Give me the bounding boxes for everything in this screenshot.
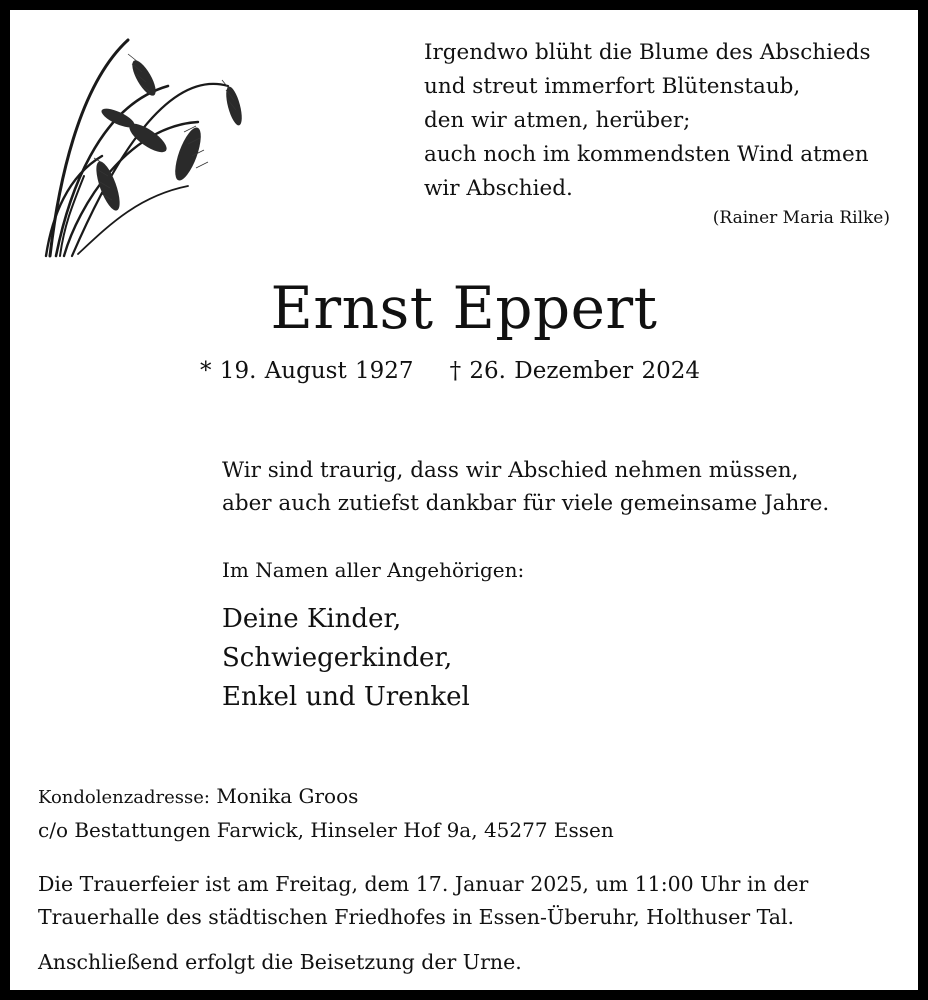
wheat-icon bbox=[38, 26, 258, 262]
poem-line: auch noch im kommendsten Wind atmen bbox=[424, 142, 869, 167]
mourners-intro: Im Namen aller Angehörigen: bbox=[222, 558, 525, 582]
mourner-line: Enkel und Urenkel bbox=[222, 682, 470, 712]
condolence-name: Monika Groos bbox=[216, 784, 359, 808]
poem bbox=[424, 36, 870, 206]
life-dates bbox=[200, 358, 700, 384]
obituary-notice bbox=[10, 10, 918, 990]
poem-line: Irgendwo blüht die Blume des Abschieds bbox=[424, 40, 871, 65]
ceremony-line: Die Trauerfeier ist am Freitag, dem 17. Januar 2025, um 11:00 Uhr in der bbox=[38, 872, 809, 896]
farewell-message bbox=[222, 454, 829, 520]
mourner-line: Schwiegerkinder, bbox=[222, 643, 453, 673]
message-line: Wir sind traurig, dass wir Abschied nehmen müssen, bbox=[222, 458, 799, 483]
message-line: aber auch zutiefst dankbar für viele gemeinsame Jahre. bbox=[222, 491, 830, 516]
poem-line: und streut immerfort Blütenstaub, bbox=[424, 74, 801, 99]
birth-date: * 19. August 1927 bbox=[200, 358, 414, 384]
condolence-label: Kondolenzadresse: bbox=[38, 787, 210, 808]
condolence-address bbox=[38, 780, 614, 847]
condolence-street: c/o Bestattungen Farwick, Hinseler Hof 9a, 45277 Essen bbox=[38, 818, 614, 842]
poem-author: (Rainer Maria Rilke) bbox=[712, 208, 890, 228]
poem-line: den wir atmen, herüber; bbox=[424, 108, 691, 133]
mourner-line: Deine Kinder, bbox=[222, 604, 402, 634]
burial-info: Anschließend erfolgt die Beisetzung der Urne. bbox=[38, 950, 522, 974]
ceremony-info bbox=[38, 868, 808, 934]
death-date: † 26. Dezember 2024 bbox=[449, 358, 701, 384]
poem-line: wir Abschied. bbox=[424, 176, 573, 201]
deceased-name: Ernst Eppert bbox=[270, 274, 658, 342]
mourners-list bbox=[222, 600, 470, 717]
ceremony-line: Trauerhalle des städtischen Friedhofes in Essen-Überuhr, Holthuser Tal. bbox=[38, 905, 795, 929]
